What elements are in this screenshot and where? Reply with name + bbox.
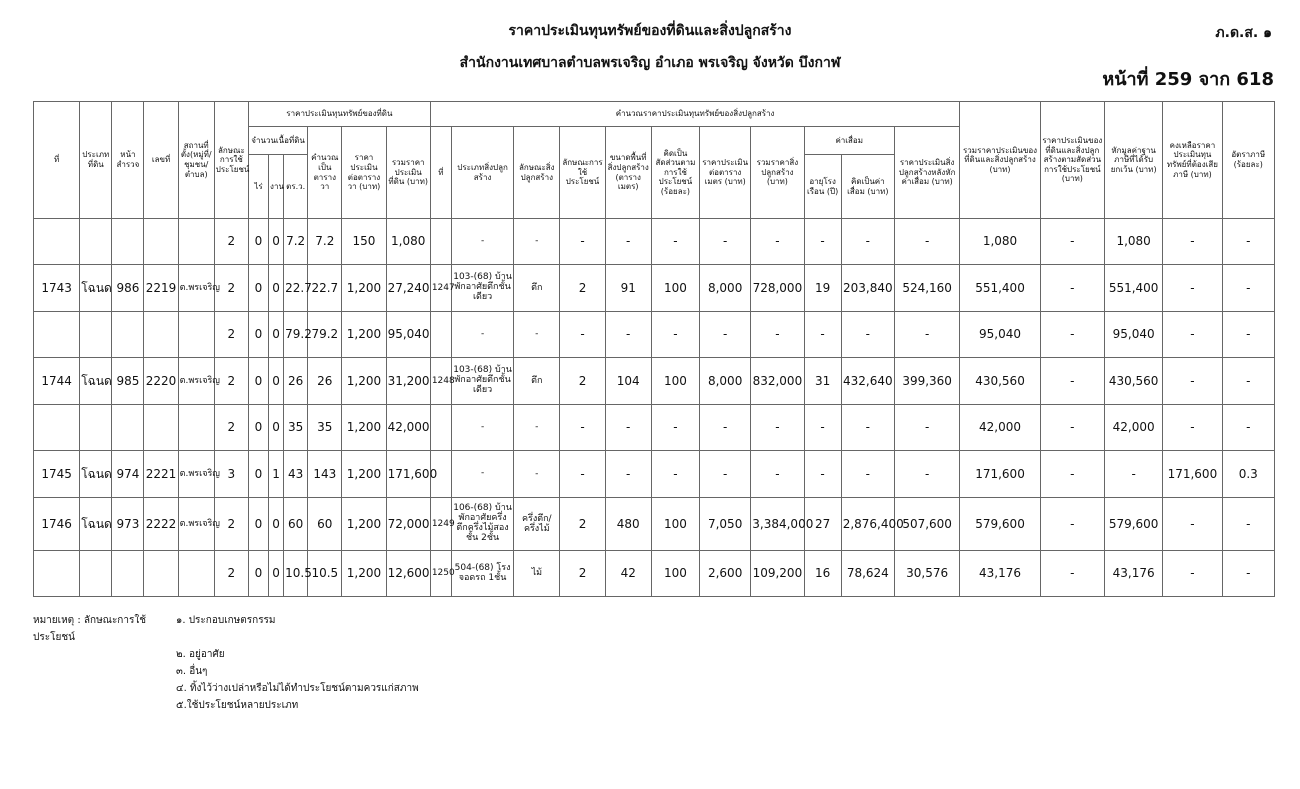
cell-building-total: - — [751, 405, 804, 451]
cell-land-no: 2219 — [144, 265, 178, 312]
col-usage: ลักษณะการใช้ประโยชน์ — [214, 102, 248, 219]
cell-remaining: 171,600 — [1163, 451, 1222, 498]
cell-building-usage: - — [560, 451, 605, 498]
cell-building-usage: - — [560, 312, 605, 358]
col-survey-page: หน้าสำรวจ — [112, 102, 144, 219]
cell-building-no: 1247 — [430, 265, 451, 312]
cell-building-age: 19 — [804, 265, 841, 312]
cell-calc-sqwa: 10.5 — [308, 551, 342, 597]
cell-survey-page — [112, 312, 144, 358]
cell-tax-rate: - — [1222, 312, 1274, 358]
cell-remaining: - — [1163, 219, 1222, 265]
cell-building-depr: 203,840 — [841, 265, 894, 312]
cell-building-ratio: 100 — [651, 551, 699, 597]
cell-building-total: 109,200 — [751, 551, 804, 597]
cell-building-no: 1249 — [430, 498, 451, 551]
cell-survey-page: 986 — [112, 265, 144, 312]
cell-land-total: 95,040 — [386, 312, 430, 358]
note-item: ๑. ประกอบเกษตรกรรม — [176, 615, 276, 626]
cell-ngan: 0 — [269, 358, 284, 405]
cell-building-after-depr: 30,576 — [894, 551, 959, 597]
cell-land-type — [80, 405, 112, 451]
col-share-price: ราคาประเมินของที่ดินและสิ่งปลูกสร้างตามสัดส่วนการใช้ประโยชน์ (บาท) — [1040, 102, 1104, 219]
cell-price-per-sqwa: 1,200 — [342, 498, 386, 551]
cell-grand-total: 1,080 — [960, 219, 1040, 265]
cell-building-ratio: 100 — [651, 498, 699, 551]
cell-calc-sqwa: 26 — [308, 358, 342, 405]
col-land-no: เลขที่ — [144, 102, 178, 219]
col-no: ที่ — [34, 102, 80, 219]
cell-usage: 2 — [214, 312, 248, 358]
cell-building-usage: - — [560, 219, 605, 265]
cell-ngan: 0 — [269, 265, 284, 312]
cell-sqwa: 43 — [284, 451, 308, 498]
cell-tax-rate: - — [1222, 551, 1274, 597]
col-land-type: ประเภทที่ดิน — [80, 102, 112, 219]
cell-usage: 2 — [214, 498, 248, 551]
cell-exempt: 43,176 — [1105, 551, 1163, 597]
office-name: สำนักงานเทศบาลตำบลพรเจริญ อำเภอ พรเจริญ จังหวัด บึงกาฬ — [459, 55, 841, 71]
cell-survey-page — [112, 551, 144, 597]
cell-location — [178, 551, 214, 597]
cell-share-price: - — [1040, 219, 1104, 265]
cell-building-age: - — [804, 312, 841, 358]
cell-sqwa: 79.2 — [284, 312, 308, 358]
cell-no: 1744 — [34, 358, 80, 405]
group-building-valuation: คำนวณราคาประเมินทุนทรัพย์ของสิ่งปลูกสร้าง — [430, 102, 960, 127]
cell-tax-rate: - — [1222, 358, 1274, 405]
cell-building-type: - — [451, 312, 513, 358]
col-building-kind: ลักษณะสิ่งปลูกสร้าง — [514, 127, 560, 219]
cell-land-type — [80, 551, 112, 597]
cell-remaining: - — [1163, 358, 1222, 405]
cell-building-after-depr: - — [894, 405, 959, 451]
cell-building-kind: ตึก — [514, 265, 560, 312]
cell-building-ratio: 100 — [651, 358, 699, 405]
cell-building-usage: 2 — [560, 265, 605, 312]
cell-sqwa: 22.7 — [284, 265, 308, 312]
col-land-total: รวมราคาประเมินที่ดิน (บาท) — [386, 127, 430, 219]
col-exempt: หักมูลค่าฐานภาษีที่ได้รับยกเว้น (บาท) — [1105, 102, 1163, 219]
cell-usage: 2 — [214, 551, 248, 597]
cell-no: 1746 — [34, 498, 80, 551]
cell-location: ต.พรเจริญ — [178, 451, 214, 498]
cell-building-kind: - — [514, 405, 560, 451]
cell-building-after-depr: 507,600 — [894, 498, 959, 551]
cell-building-price-sqm: 8,000 — [700, 265, 751, 312]
cell-building-kind: - — [514, 312, 560, 358]
cell-land-total: 12,600 — [386, 551, 430, 597]
cell-location — [178, 405, 214, 451]
cell-building-no — [430, 219, 451, 265]
cell-building-usage: 2 — [560, 498, 605, 551]
cell-calc-sqwa: 143 — [308, 451, 342, 498]
col-tax-rate: อัตราภาษี (ร้อยละ) — [1222, 102, 1274, 219]
cell-rai: 0 — [248, 551, 268, 597]
cell-rai: 0 — [248, 451, 268, 498]
cell-building-area: - — [605, 219, 651, 265]
cell-price-per-sqwa: 150 — [342, 219, 386, 265]
table-row — [34, 358, 1275, 405]
cell-calc-sqwa: 35 — [308, 405, 342, 451]
cell-location — [178, 312, 214, 358]
cell-ngan: 0 — [269, 405, 284, 451]
cell-building-price-sqm: 7,050 — [700, 498, 751, 551]
cell-land-total: 171,600 — [386, 451, 430, 498]
cell-building-price-sqm: 8,000 — [700, 358, 751, 405]
col-building-total: รวมราคาสิ่งปลูกสร้าง (บาท) — [751, 127, 804, 219]
cell-land-total: 27,240 — [386, 265, 430, 312]
cell-building-price-sqm: - — [700, 405, 751, 451]
cell-share-price: - — [1040, 498, 1104, 551]
cell-sqwa: 26 — [284, 358, 308, 405]
cell-price-per-sqwa: 1,200 — [342, 265, 386, 312]
cell-sqwa: 60 — [284, 498, 308, 551]
cell-usage: 2 — [214, 358, 248, 405]
cell-calc-sqwa: 79.2 — [308, 312, 342, 358]
cell-remaining: - — [1163, 405, 1222, 451]
cell-rai: 0 — [248, 265, 268, 312]
cell-remaining: - — [1163, 551, 1222, 597]
cell-building-kind: ไม้ — [514, 551, 560, 597]
cell-land-no: 2222 — [144, 498, 178, 551]
cell-ngan: 0 — [269, 219, 284, 265]
cell-building-area: 91 — [605, 265, 651, 312]
col-rai: ไร่ — [248, 155, 268, 219]
cell-price-per-sqwa: 1,200 — [342, 312, 386, 358]
note-item: ๕.ใช้ประโยชน์หลายประเภท — [176, 700, 299, 711]
cell-building-area: 480 — [605, 498, 651, 551]
cell-building-depr: - — [841, 451, 894, 498]
cell-ngan: 0 — [269, 312, 284, 358]
cell-grand-total: 171,600 — [960, 451, 1040, 498]
cell-land-total: 31,200 — [386, 358, 430, 405]
form-code: ภ.ด.ส. ๑ — [1215, 25, 1272, 41]
cell-building-ratio: - — [651, 451, 699, 498]
cell-building-age: 27 — [804, 498, 841, 551]
page-number: หน้าที่ 259 จาก 618 — [1102, 69, 1274, 90]
cell-land-type: โฉนด — [80, 451, 112, 498]
cell-building-no: 1250 — [430, 551, 451, 597]
col-building-type: ประเภทสิ่งปลูกสร้าง — [451, 127, 513, 219]
cell-remaining: - — [1163, 265, 1222, 312]
cell-building-price-sqm: - — [700, 219, 751, 265]
cell-location: ต.พรเจริญ — [178, 265, 214, 312]
notes-label: หมายเหตุ : ลักษณะการใช้ประโยชน์ — [33, 615, 147, 643]
cell-usage: 2 — [214, 405, 248, 451]
cell-land-type: โฉนด — [80, 498, 112, 551]
cell-location: ต.พรเจริญ — [178, 498, 214, 551]
cell-building-ratio: - — [651, 405, 699, 451]
cell-building-no — [430, 312, 451, 358]
cell-exempt: 430,560 — [1105, 358, 1163, 405]
cell-survey-page — [112, 405, 144, 451]
cell-building-ratio: 100 — [651, 265, 699, 312]
col-building-depr: คิดเป็นค่าเสื่อม (บาท) — [841, 155, 894, 219]
cell-building-depr: 78,624 — [841, 551, 894, 597]
cell-no — [34, 551, 80, 597]
cell-rai: 0 — [248, 358, 268, 405]
col-building-price-sqm: ราคาประเมินต่อตารางเมตร (บาท) — [700, 127, 751, 219]
cell-building-area: - — [605, 312, 651, 358]
cell-building-type: - — [451, 451, 513, 498]
cell-share-price: - — [1040, 265, 1104, 312]
cell-building-no — [430, 405, 451, 451]
table-row — [34, 312, 1275, 358]
cell-grand-total: 430,560 — [960, 358, 1040, 405]
cell-building-age: - — [804, 451, 841, 498]
cell-location: ต.พรเจริญ — [178, 358, 214, 405]
cell-survey-page: 974 — [112, 451, 144, 498]
table-row — [34, 405, 1275, 451]
cell-price-per-sqwa: 1,200 — [342, 405, 386, 451]
cell-price-per-sqwa: 1,200 — [342, 451, 386, 498]
cell-price-per-sqwa: 1,200 — [342, 551, 386, 597]
cell-land-type — [80, 219, 112, 265]
cell-building-after-depr: - — [894, 312, 959, 358]
cell-share-price: - — [1040, 405, 1104, 451]
col-building-usage: ลักษณะการใช้ประโยชน์ — [560, 127, 605, 219]
cell-building-total: - — [751, 219, 804, 265]
cell-price-per-sqwa: 1,200 — [342, 358, 386, 405]
table-row — [34, 498, 1275, 551]
cell-land-total: 72,000 — [386, 498, 430, 551]
note-item: ๔. ทิ้งไว้ว่างเปล่าหรือไม่ได้ทำประโยชน์ตามควรแก่สภาพ — [176, 683, 419, 694]
cell-survey-page: 973 — [112, 498, 144, 551]
note-item: ๓. อื่นๆ — [176, 666, 208, 677]
cell-building-age: - — [804, 219, 841, 265]
col-building-after-depr: ราคาประเมินสิ่งปลูกสร้างหลังหักค่าเสื่อม (บาท) — [894, 127, 959, 219]
cell-building-area: - — [605, 405, 651, 451]
cell-tax-rate: - — [1222, 265, 1274, 312]
cell-land-no: 2221 — [144, 451, 178, 498]
cell-building-area: 42 — [605, 551, 651, 597]
cell-tax-rate: - — [1222, 498, 1274, 551]
cell-building-depr: 432,640 — [841, 358, 894, 405]
cell-building-usage: 2 — [560, 358, 605, 405]
cell-grand-total: 42,000 — [960, 405, 1040, 451]
cell-building-after-depr: 524,160 — [894, 265, 959, 312]
note-item: ๒. อยู่อาศัย — [176, 649, 225, 660]
cell-ngan: 1 — [269, 451, 284, 498]
cell-exempt: 42,000 — [1105, 405, 1163, 451]
cell-rai: 0 — [248, 312, 268, 358]
cell-land-no: 2220 — [144, 358, 178, 405]
cell-remaining: - — [1163, 312, 1222, 358]
cell-building-depr: 2,876,400 — [841, 498, 894, 551]
col-remaining: คงเหลือราคาประเมินทุนทรัพย์ที่ต้องเสียภาษี (บาท) — [1163, 102, 1222, 219]
cell-building-total: - — [751, 451, 804, 498]
table-row — [34, 265, 1275, 312]
cell-building-price-sqm: - — [700, 312, 751, 358]
col-building-age: อายุโรงเรือน (ปี) — [804, 155, 841, 219]
cell-building-type: - — [451, 219, 513, 265]
cell-sqwa: 7.2 — [284, 219, 308, 265]
cell-building-type: 103-(68) บ้านพักอาศัยตึกชั้นเดียว — [451, 265, 513, 312]
table-body — [34, 219, 1275, 597]
cell-building-ratio: - — [651, 312, 699, 358]
cell-sqwa: 10.5 — [284, 551, 308, 597]
col-ngan: งาน — [269, 155, 284, 219]
cell-building-total: 832,000 — [751, 358, 804, 405]
cell-no — [34, 312, 80, 358]
report-title: ราคาประเมินทุนทรัพย์ของที่ดินและสิ่งปลูกสร้าง — [508, 23, 792, 39]
cell-share-price: - — [1040, 551, 1104, 597]
cell-exempt: 579,600 — [1105, 498, 1163, 551]
col-building-no: ที่ — [430, 127, 451, 219]
cell-building-ratio: - — [651, 219, 699, 265]
cell-land-type: โฉนด — [80, 358, 112, 405]
cell-rai: 0 — [248, 498, 268, 551]
cell-rai: 0 — [248, 405, 268, 451]
cell-rai: 0 — [248, 219, 268, 265]
col-calc-sqwa: คำนวณเป็นตารางวา — [308, 127, 342, 219]
cell-land-no — [144, 219, 178, 265]
assessment-table — [33, 101, 1275, 597]
cell-land-total: 42,000 — [386, 405, 430, 451]
cell-no — [34, 219, 80, 265]
cell-building-no: 1248 — [430, 358, 451, 405]
cell-building-kind: - — [514, 219, 560, 265]
cell-grand-total: 551,400 — [960, 265, 1040, 312]
cell-survey-page — [112, 219, 144, 265]
table-row — [34, 219, 1275, 265]
cell-ngan: 0 — [269, 551, 284, 597]
col-location: สถานที่ตั้ง(หมู่ที่/ชุมชน/ตำบล) — [178, 102, 214, 219]
cell-building-price-sqm: 2,600 — [700, 551, 751, 597]
cell-tax-rate: 0.3 — [1222, 451, 1274, 498]
cell-land-type: โฉนด — [80, 265, 112, 312]
cell-building-kind: - — [514, 451, 560, 498]
cell-exempt: - — [1105, 451, 1163, 498]
cell-building-age: 31 — [804, 358, 841, 405]
col-sqwa: ตร.ว. — [284, 155, 308, 219]
cell-usage: 3 — [214, 451, 248, 498]
cell-grand-total: 95,040 — [960, 312, 1040, 358]
cell-survey-page: 985 — [112, 358, 144, 405]
table-row — [34, 551, 1275, 597]
cell-no: 1745 — [34, 451, 80, 498]
cell-share-price: - — [1040, 451, 1104, 498]
cell-building-total: 728,000 — [751, 265, 804, 312]
cell-building-kind: ตึก — [514, 358, 560, 405]
cell-building-total: 3,384,000 — [751, 498, 804, 551]
cell-building-age: - — [804, 405, 841, 451]
cell-building-type: 106-(68) บ้านพักอาศัยครึ่งตึกครึ่งไม้สองชั้น 2ชั้น — [451, 498, 513, 551]
cell-building-kind: ครึ่งตึก/ครึ่งไม้ — [514, 498, 560, 551]
cell-building-type: 504-(68) โรงจอดรถ 1ชั้น — [451, 551, 513, 597]
cell-building-price-sqm: - — [700, 451, 751, 498]
cell-calc-sqwa: 7.2 — [308, 219, 342, 265]
cell-building-area: 104 — [605, 358, 651, 405]
group-land-valuation: ราคาประเมินทุนทรัพย์ของที่ดิน — [248, 102, 430, 127]
cell-exempt: 1,080 — [1105, 219, 1163, 265]
cell-exempt: 95,040 — [1105, 312, 1163, 358]
cell-tax-rate: - — [1222, 405, 1274, 451]
cell-calc-sqwa: 60 — [308, 498, 342, 551]
cell-remaining: - — [1163, 498, 1222, 551]
col-building-ratio: คิดเป็นสัดส่วนตามการใช้ประโยชน์ (ร้อยละ) — [651, 127, 699, 219]
cell-sqwa: 35 — [284, 405, 308, 451]
col-building-area: ขนาดพื้นที่สิ่งปลูกสร้าง (ตารางเมตร) — [605, 127, 651, 219]
cell-building-age: 16 — [804, 551, 841, 597]
cell-tax-rate: - — [1222, 219, 1274, 265]
cell-usage: 2 — [214, 265, 248, 312]
cell-calc-sqwa: 22.7 — [308, 265, 342, 312]
cell-land-no — [144, 405, 178, 451]
cell-building-after-depr: - — [894, 451, 959, 498]
cell-land-no — [144, 312, 178, 358]
cell-building-total: - — [751, 312, 804, 358]
cell-location — [178, 219, 214, 265]
cell-building-depr: - — [841, 405, 894, 451]
cell-building-usage: 2 — [560, 551, 605, 597]
cell-building-usage: - — [560, 405, 605, 451]
cell-building-type: - — [451, 405, 513, 451]
col-price-per-sqwa: ราคาประเมินต่อตารางวา (บาท) — [342, 127, 386, 219]
cell-ngan: 0 — [269, 498, 284, 551]
col-grand-total: รวมราคาประเมินของที่ดินและสิ่งปลูกสร้าง (บาท) — [960, 102, 1040, 219]
cell-no — [34, 405, 80, 451]
cell-building-depr: - — [841, 219, 894, 265]
cell-share-price: - — [1040, 312, 1104, 358]
cell-share-price: - — [1040, 358, 1104, 405]
cell-usage: 2 — [214, 219, 248, 265]
cell-building-type: 103-(68) บ้านพักอาศัยตึกชั้นเดียว — [451, 358, 513, 405]
cell-land-total: 1,080 — [386, 219, 430, 265]
cell-building-after-depr: 399,360 — [894, 358, 959, 405]
cell-building-area: - — [605, 451, 651, 498]
group-depreciation: ค่าเสื่อม — [804, 127, 894, 155]
notes — [33, 612, 419, 714]
group-land-area: จำนวนเนื้อที่ดิน — [248, 127, 307, 155]
cell-building-after-depr: - — [894, 219, 959, 265]
cell-land-no — [144, 551, 178, 597]
table-row — [34, 451, 1275, 498]
cell-exempt: 551,400 — [1105, 265, 1163, 312]
cell-land-type — [80, 312, 112, 358]
cell-grand-total: 43,176 — [960, 551, 1040, 597]
cell-building-depr: - — [841, 312, 894, 358]
cell-grand-total: 579,600 — [960, 498, 1040, 551]
cell-no: 1743 — [34, 265, 80, 312]
